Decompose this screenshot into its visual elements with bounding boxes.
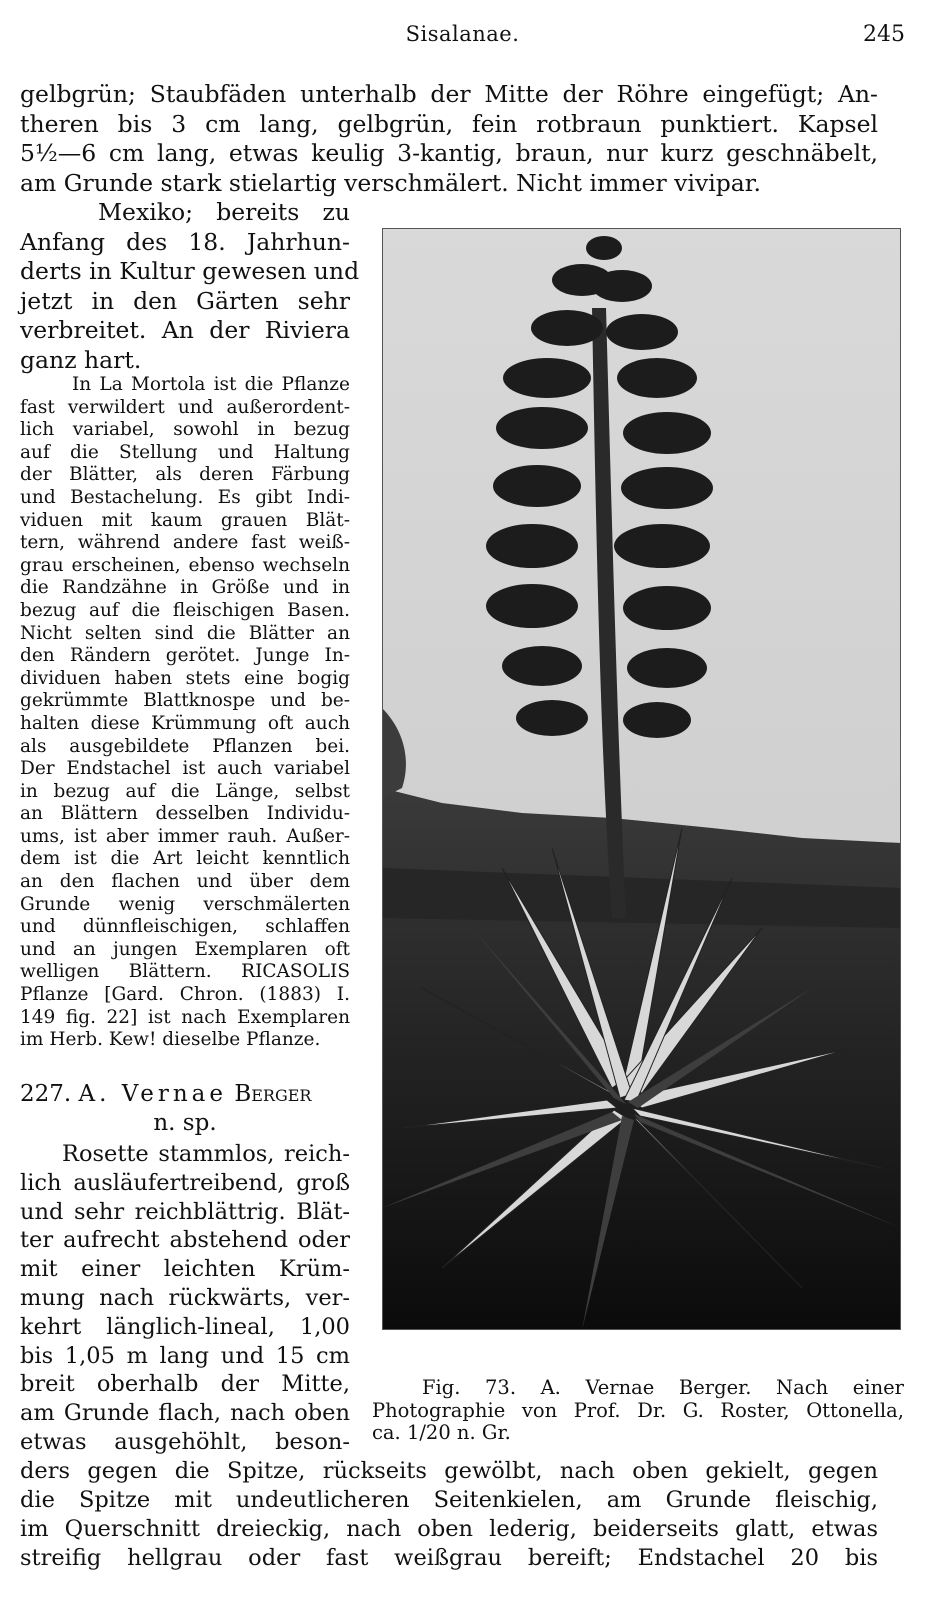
text-line: ders gegen die Spitze, rückseits gewölbt, nach oben gekielt, gegen	[20, 1458, 878, 1484]
text-line: an Blättern desselben Individu-	[20, 803, 350, 825]
text-line: halten diese Krümmung oft auch	[20, 712, 350, 734]
species-heading	[20, 1080, 350, 1138]
text-line: welligen Blättern. RICASOLIS	[20, 961, 350, 983]
text-line: lich variabel, sowohl in bezug	[20, 419, 350, 441]
text-line: dividuen haben stets eine bogig	[20, 667, 350, 689]
text-line: theren bis 3 cm lang, gelbgrün, fein rotbraun punktiert. Kapsel	[20, 109, 878, 138]
text-line: jetzt in den Gärten sehr	[20, 286, 350, 315]
text-line: als ausgebildete Pflanzen bei.	[20, 735, 350, 757]
description-paragraph	[20, 1140, 350, 1457]
species-status: n. sp.	[153, 1110, 217, 1136]
text-line: und an jungen Exemplaren oft	[20, 938, 350, 960]
caption-line: ca. 1/20 n. Gr.	[372, 1421, 511, 1444]
text-line: im Herb. Kew! dieselbe Pflanze.	[20, 1029, 321, 1051]
note-paragraph	[20, 374, 350, 1052]
text-line: fast verwildert und außerordent-	[20, 396, 350, 418]
text-line: in bezug auf die Länge, selbst	[20, 780, 350, 802]
species-author: Berger	[234, 1081, 312, 1107]
text-line: 149 fig. 22] ist nach Exemplaren	[20, 1006, 350, 1028]
text-line: Anfang des 18. Jahrhun-	[20, 227, 350, 256]
text-line: im Querschnitt dreieckig, nach oben lederig, beiderseits glatt, etwas	[20, 1516, 878, 1542]
text-line: den Rändern gerötet. Junge In-	[20, 645, 350, 667]
text-line: gekrümmte Blattknospe und be-	[20, 690, 350, 712]
text-line: viduen mit kaum grauen Blät-	[20, 509, 350, 531]
text-line: bezug auf die fleischigen Basen.	[20, 599, 350, 621]
text-line: tern, während andere fast weiß-	[20, 532, 350, 554]
text-line: die Randzähne in Größe und in	[20, 577, 350, 599]
text-line: verbreitet. An der Riviera	[20, 316, 350, 344]
intro-paragraph	[20, 80, 878, 198]
distribution-paragraph	[20, 198, 360, 375]
text-line: Grunde wenig verschmälerten	[20, 893, 350, 915]
text-line: am Grunde flach, nach oben	[20, 1400, 350, 1427]
text-line: die Spitze mit undeutlicheren Seitenkielen, am Grunde fleischig,	[20, 1487, 878, 1513]
text-line: und dünnfleischigen, schlaffen	[20, 916, 350, 938]
text-line: Nicht selten sind die Blätter an	[20, 622, 350, 644]
text-line: derts in Kultur gewesen und	[20, 257, 360, 285]
text-line: ums, ist aber immer rauh. Außer-	[20, 825, 350, 847]
text-line: kehrt länglich-lineal, 1,00	[20, 1313, 350, 1340]
caption-line: Fig. 73. A. Vernae Berger. Nach einer	[422, 1376, 904, 1399]
text-line: Der Endstachel ist auch variabel	[20, 758, 350, 780]
text-line: mit einer leichten Krüm-	[20, 1256, 350, 1283]
text-line: breit oberhalb der Mitte,	[20, 1371, 350, 1398]
text-line: ter aufrecht abstehend oder	[20, 1227, 350, 1254]
agave-photograph	[382, 228, 901, 1330]
text-line: Rosette stammlos, reich-	[62, 1141, 350, 1167]
text-line: Mexiko; bereits zu	[98, 198, 350, 226]
text-line: und Bestachelung. Es gibt Indi-	[20, 486, 350, 508]
figure-caption	[372, 1377, 904, 1445]
text-line: an den flachen und über dem	[20, 871, 350, 893]
running-title: Sisalanae.	[405, 22, 520, 46]
text-line: 5½—6 cm lang, etwas keulig 3-kantig, braun, nur kurz geschnäbelt,	[20, 139, 878, 167]
text-line: mung nach rückwärts, ver-	[20, 1284, 350, 1311]
caption-line: Photographie von Prof. Dr. G. Roster, Ottonella,	[372, 1398, 904, 1422]
text-line: bis 1,05 m lang und 15 cm	[20, 1342, 350, 1369]
text-line: der Blätter, als deren Färbung	[20, 464, 350, 486]
text-line: am Grunde stark stielartig verschmälert. Nicht immer vivipar.	[20, 168, 761, 197]
page-header	[20, 22, 905, 52]
text-line: etwas ausgehöhlt, beson-	[20, 1428, 350, 1455]
page-number: 245	[863, 22, 905, 47]
text-line: gelbgrün; Staubfäden unterhalb der Mitte der Röhre eingefügt; An-	[20, 80, 878, 108]
text-line: Pflanze [Gard. Chron. (1883) I.	[20, 984, 350, 1006]
continuation-paragraph	[20, 1457, 878, 1573]
text-line: grau erscheinen, ebenso wechseln	[20, 554, 350, 576]
text-line: auf die Stellung und Haltung	[20, 441, 350, 463]
text-line: lich ausläufertreibend, groß	[20, 1169, 350, 1196]
text-line: und sehr reichblättrig. Blät-	[20, 1198, 350, 1225]
text-line: ganz hart.	[20, 345, 142, 374]
text-line: dem ist die Art leicht kenntlich	[20, 848, 350, 870]
text-line: In La Mortola ist die Pflanze	[72, 374, 350, 395]
text-line: streifig hellgrau oder fast weißgrau bereift; Endstachel 20 bis	[20, 1545, 878, 1571]
species-name: A. Vernae	[78, 1081, 228, 1107]
species-number: 227.	[20, 1081, 72, 1107]
